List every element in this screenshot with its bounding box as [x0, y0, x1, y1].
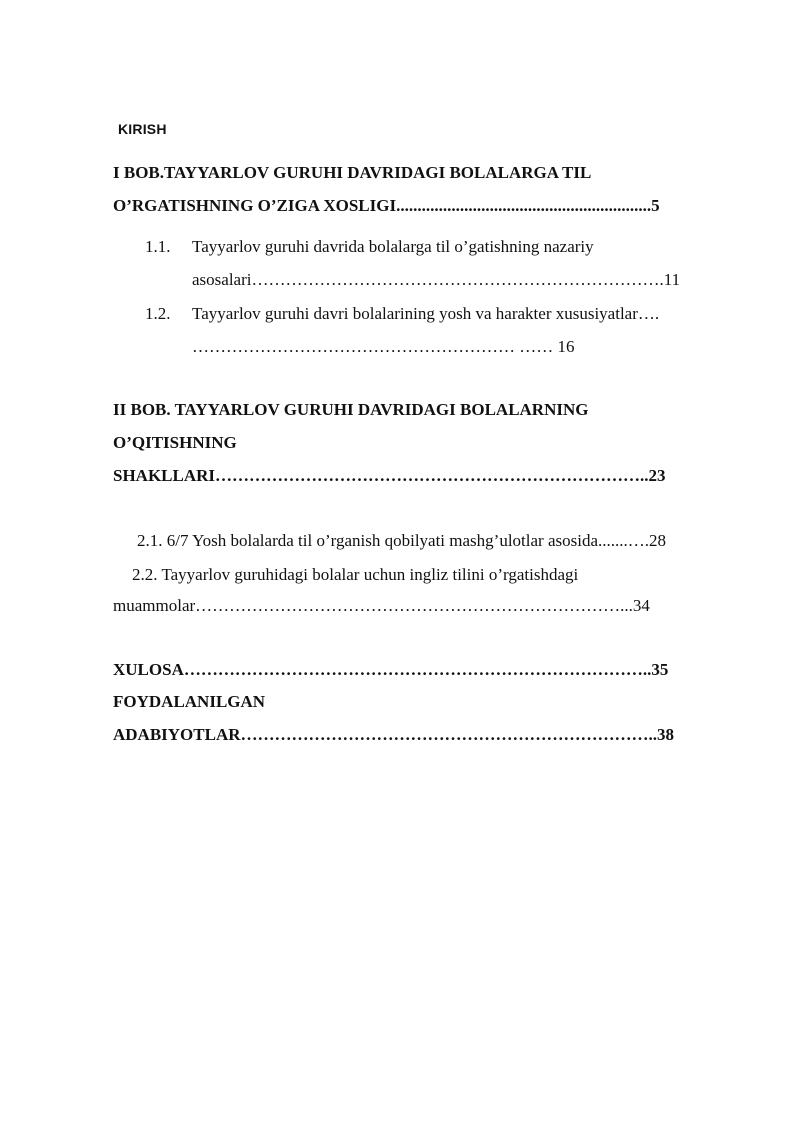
toc-section-1-1-title-line1: Tayyarlov guruhi davrida bolalarga til o’gatishning nazariy [192, 237, 594, 256]
toc-section-2-2-title-line1: 2.2. Tayyarlov guruhidagi bolalar uchun ingliz tilini o’rgatishdagi [132, 565, 579, 584]
toc-references-line2: ADABIYOTLAR………………………………………………………………..38 [113, 725, 675, 744]
toc-chapter2-title-line1: II BOB. TAYYARLOV GURUHI DAVRIDAGI BOLALARNING [113, 400, 589, 419]
toc-chapter2-title-line3: SHAKLLARI…………………………………………………………………..23 [113, 466, 666, 485]
toc-chapter1-title-line1: I BOB.TAYYARLOV GURUHI DAVRIDAGI BOLALARGA TIL [113, 163, 592, 182]
toc-section-1-1-title-line2: asosalari……………………………………………………………….11 [192, 270, 681, 289]
toc-chapter2-title-line2: O’QITISHNING [113, 433, 237, 452]
toc-chapter1-title-line2: O’RGATISHNING O’ZIGA XOSLIGI............................................................5 [113, 196, 660, 215]
toc-section-2-2-title-line2: muammolar…………………………………………………………………...34 [113, 596, 650, 615]
toc-kirish: KIRISH [118, 121, 167, 137]
toc-section-1-2-title-line2: ………………………………………………… …… 16 [192, 337, 575, 356]
toc-xulosa: XULOSA………………………………………………………………………..35 [113, 660, 669, 679]
toc-section-1-2-number: 1.2. [145, 304, 171, 323]
toc-references-line1: FOYDALANILGAN [113, 692, 266, 711]
toc-section-2-1: 2.1. 6/7 Yosh bolalarda til o’rganish qobilyati mashg’ulotlar asosida.......….28 [137, 531, 667, 550]
toc-section-1-2-title-line1: Tayyarlov guruhi davri bolalarining yosh va harakter xususiyatlar…. [192, 304, 660, 323]
toc-section-1-1-number: 1.1. [145, 237, 171, 256]
